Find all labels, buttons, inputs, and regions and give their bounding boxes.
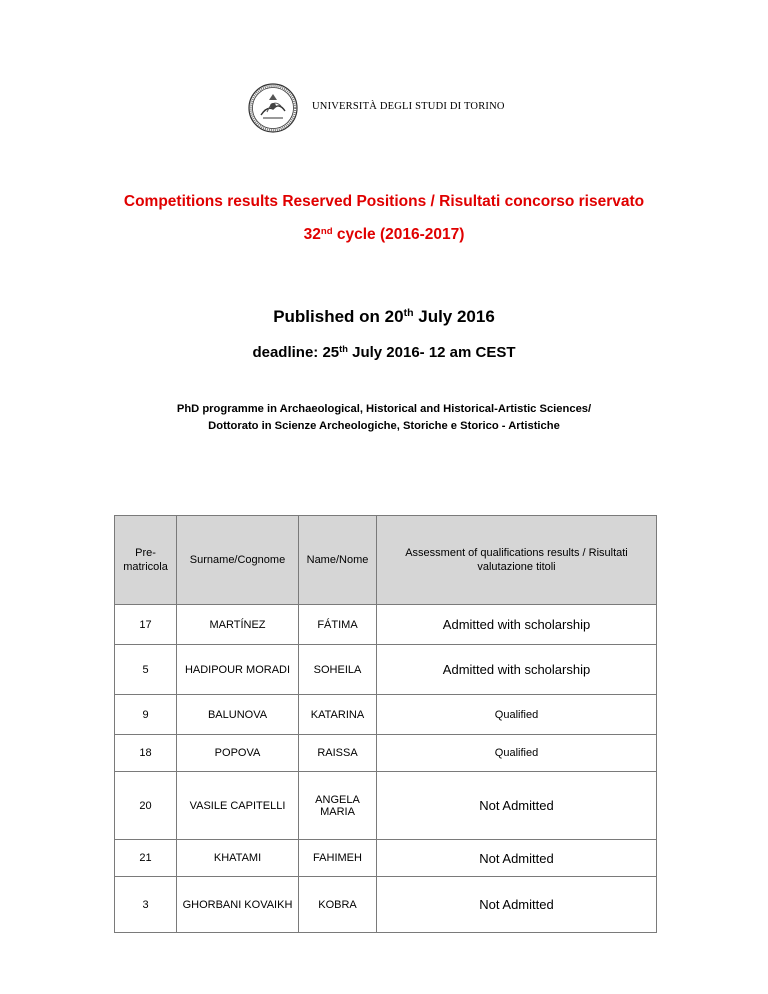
cell-name: SOHEILA	[299, 645, 377, 695]
cell-surname: POPOVA	[177, 735, 299, 772]
university-name: UNIVERSITÀ DEGLI STUDI DI TORINO	[312, 101, 505, 112]
deadline-date: deadline: 25th July 2016- 12 am CEST	[252, 343, 516, 361]
cell-name: RAISSA	[299, 735, 377, 772]
table-row	[115, 695, 657, 735]
cell-surname: GHORBANI KOVAIKH	[177, 877, 299, 933]
cell-prematricola: 18	[115, 735, 177, 772]
cell-name: KATARINA	[299, 695, 377, 735]
cell-name: KOBRA	[299, 877, 377, 933]
cell-result: Not Admitted	[377, 840, 657, 877]
table-header-row	[115, 516, 657, 605]
cell-prematricola: 3	[115, 877, 177, 933]
cell-surname: KHATAMI	[177, 840, 299, 877]
programme-title	[0, 401, 768, 435]
cell-name: FÁTIMA	[299, 605, 377, 645]
cell-result: Admitted with scholarship	[377, 605, 657, 645]
cell-result: Qualified	[377, 735, 657, 772]
results-table	[114, 515, 657, 933]
cell-prematricola: 9	[115, 695, 177, 735]
title-line-1: Competitions results Reserved Positions / Risultati concorso riservato	[123, 193, 645, 210]
cell-prematricola: 5	[115, 645, 177, 695]
cell-prematricola: 21	[115, 840, 177, 877]
cycle-subtitle: 32nd cycle (2016-2017)	[303, 225, 465, 243]
cell-result: Admitted with scholarship	[377, 645, 657, 695]
cell-prematricola: 20	[115, 772, 177, 840]
cell-result: Qualified	[377, 695, 657, 735]
cell-surname: MARTÍNEZ	[177, 605, 299, 645]
cell-prematricola: 17	[115, 605, 177, 645]
header-prematricola: Pre-matricola	[115, 516, 177, 605]
table-row	[115, 645, 657, 695]
cell-name: FAHIMEH	[299, 840, 377, 877]
table-row	[115, 840, 657, 877]
programme-title-en: PhD programme in Archaeological, Historical and Historical-Artistic Sciences/	[176, 403, 592, 415]
table-row	[115, 877, 657, 933]
table-row	[115, 605, 657, 645]
table-row	[115, 772, 657, 840]
university-seal-icon	[247, 82, 299, 134]
table-row	[115, 735, 657, 772]
page-title	[0, 193, 768, 211]
cell-surname: HADIPOUR MORADI	[177, 645, 299, 695]
cell-result: Not Admitted	[377, 877, 657, 933]
header-surname: Surname/Cognome	[177, 516, 299, 605]
header-result: Assessment of qualifications results / Risultati valutazione titoli	[377, 516, 657, 605]
cell-surname: BALUNOVA	[177, 695, 299, 735]
programme-title-it: Dottorato in Scienze Archeologiche, Storiche e Storico - Artistiche	[208, 420, 560, 432]
published-date: Published on 20th July 2016	[273, 307, 495, 326]
cell-result: Not Admitted	[377, 772, 657, 840]
cell-name: ANGELA MARIA	[299, 772, 377, 840]
header-name: Name/Nome	[299, 516, 377, 605]
cell-surname: VASILE CAPITELLI	[177, 772, 299, 840]
